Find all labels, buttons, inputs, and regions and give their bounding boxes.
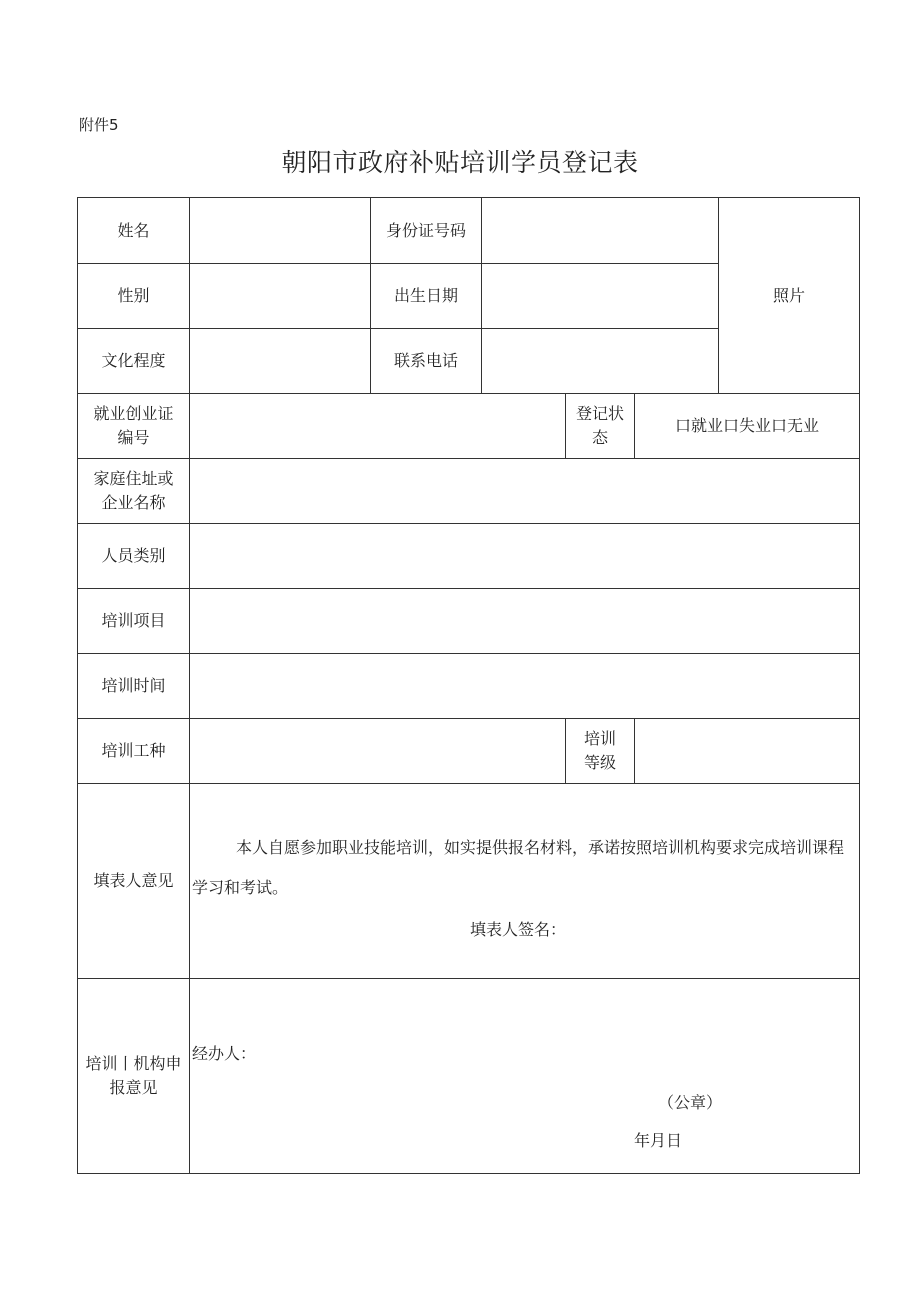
row-training-trade	[78, 719, 860, 784]
photo-label: 照片	[773, 285, 806, 305]
training-level-label-line1: 培训	[583, 729, 616, 748]
gender-label: 性别	[78, 264, 190, 329]
row-employment-cert	[78, 394, 860, 459]
registration-status-label	[566, 394, 635, 459]
gender-field[interactable]	[190, 264, 371, 329]
date-label: 年月日	[634, 1131, 683, 1150]
address-field[interactable]	[190, 459, 860, 524]
registration-status-label-line2: 态	[591, 428, 608, 447]
education-label: 文化程度	[78, 329, 190, 394]
row-name	[78, 198, 860, 264]
id-number-field[interactable]	[482, 198, 719, 264]
org-opinion-label-line2: 报意见	[109, 1078, 158, 1097]
org-opinion-label-line1: 培训丨机构申	[85, 1054, 182, 1073]
phone-field[interactable]	[482, 329, 719, 394]
org-opinion-label	[78, 979, 190, 1174]
training-level-label	[566, 719, 635, 784]
employment-cert-label-line2: 编号	[117, 428, 150, 447]
training-level-label-line2: 等级	[583, 753, 616, 772]
name-label: 姓名	[78, 198, 190, 264]
training-project-field[interactable]	[190, 589, 860, 654]
training-time-field[interactable]	[190, 654, 860, 719]
employment-cert-field[interactable]	[190, 394, 566, 459]
employment-cert-label	[78, 394, 190, 459]
registration-status-options[interactable]: 口就业口失业口无业	[635, 394, 860, 459]
applicant-opinion-label: 填表人意见	[78, 784, 190, 979]
applicant-signature-label: 填表人签名：	[470, 920, 567, 939]
name-field[interactable]	[190, 198, 371, 264]
address-label-line1: 家庭住址或	[93, 469, 174, 488]
education-field[interactable]	[190, 329, 371, 394]
row-training-time	[78, 654, 860, 719]
row-org-opinion	[78, 979, 860, 1174]
registration-form-table	[77, 197, 860, 1174]
row-personnel-category	[78, 524, 860, 589]
birth-date-field[interactable]	[482, 264, 719, 329]
org-opinion-cell	[190, 979, 860, 1174]
handler-label: 经办人：	[192, 1044, 257, 1063]
training-trade-label: 培训工种	[78, 719, 190, 784]
photo-box	[719, 198, 860, 394]
address-label	[78, 459, 190, 524]
row-applicant-opinion	[78, 784, 860, 979]
training-time-label: 培训时间	[78, 654, 190, 719]
pledge-text: 本人自愿参加职业技能培训，如实提供报名材料，承诺按照培训机构要求完成培训课程学习和考试。	[192, 838, 845, 897]
personnel-category-field[interactable]	[190, 524, 860, 589]
form-title: 朝阳市政府补贴培训学员登记表	[281, 148, 639, 177]
phone-label: 联系电话	[371, 329, 482, 394]
seal-label: （公章）	[658, 1093, 723, 1112]
personnel-category-label: 人员类别	[78, 524, 190, 589]
registration-status-label-line1: 登记状	[575, 404, 624, 423]
attachment-label: 附件5	[79, 116, 119, 134]
address-label-line2: 企业名称	[101, 493, 166, 512]
id-number-label: 身份证号码	[371, 198, 482, 264]
row-training-project	[78, 589, 860, 654]
applicant-opinion-cell	[190, 784, 860, 979]
row-address	[78, 459, 860, 524]
birth-date-label: 出生日期	[371, 264, 482, 329]
training-trade-field[interactable]	[190, 719, 566, 784]
training-level-field[interactable]	[635, 719, 860, 784]
employment-cert-label-line1: 就业创业证	[93, 404, 174, 423]
training-project-label: 培训项目	[78, 589, 190, 654]
